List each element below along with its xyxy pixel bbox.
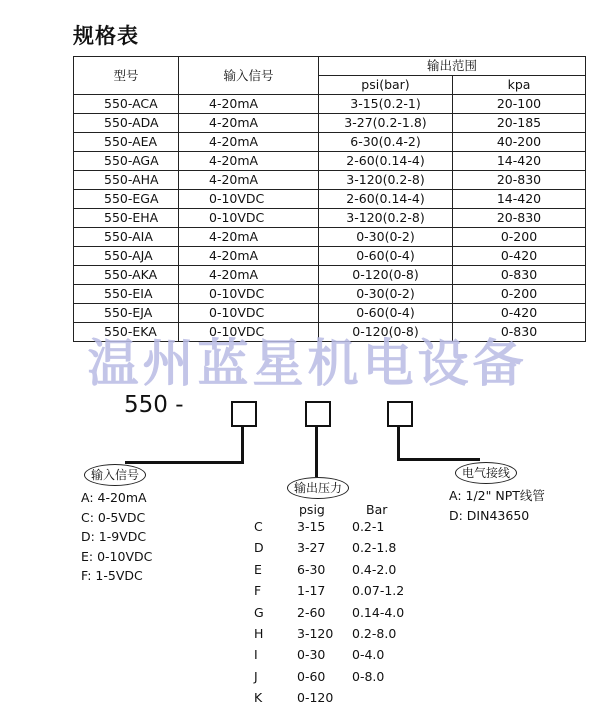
header-kpa: kpa [453, 76, 586, 95]
cell-input: 4-20mA [179, 247, 319, 266]
pressure-psig-column [297, 516, 333, 709]
cell-kpa: 0-830 [453, 323, 586, 342]
connector-electrical-vertical [397, 427, 400, 461]
cell-input: 4-20mA [179, 152, 319, 171]
pressure-bar-value: 0-8.0 [352, 668, 385, 684]
cell-psi: 2-60(0.14-4) [319, 152, 453, 171]
bar-header: Bar [366, 502, 388, 517]
cell-kpa: 20-830 [453, 171, 586, 190]
model-code-prefix: 550 - [124, 392, 184, 418]
cell-psi: 3-120(0.2-8) [319, 209, 453, 228]
pressure-letter: I [254, 647, 258, 663]
cell-input: 4-20mA [179, 133, 319, 152]
cell-model: 550-ADA [74, 114, 179, 133]
cell-psi: 3-120(0.2-8) [319, 171, 453, 190]
pressure-bar-value: 0.2-8.0 [352, 626, 397, 642]
pressure-psig-value: 3-120 [297, 626, 334, 642]
cell-input: 4-20mA [179, 95, 319, 114]
connector-input-horizontal [125, 461, 244, 464]
cell-psi: 0-60(0-4) [319, 304, 453, 323]
cell-psi: 0-120(0-8) [319, 266, 453, 285]
pressure-psig-value: 3-27 [297, 540, 326, 556]
table-row [74, 133, 586, 152]
cell-model: 550-EGA [74, 190, 179, 209]
header-input: 输入信号 [179, 57, 319, 95]
cell-kpa: 20-100 [453, 95, 586, 114]
table-row [74, 304, 586, 323]
pressure-letter: K [254, 690, 263, 706]
table-row [74, 247, 586, 266]
cell-model: 550-EKA [74, 323, 179, 342]
table-row [74, 152, 586, 171]
cell-psi: 3-15(0.2-1) [319, 95, 453, 114]
pressure-letter: E [254, 561, 262, 577]
cell-input: 4-20mA [179, 228, 319, 247]
page-title: 规格表 [73, 24, 139, 48]
table-row [74, 228, 586, 247]
pressure-psig-value: 3-15 [297, 519, 326, 534]
spec-table [73, 56, 586, 342]
input-signal-list [81, 488, 152, 586]
pressure-bar-value: 0.2-1 [352, 519, 385, 534]
pressure-bar-value: 0-4.0 [352, 647, 385, 663]
cell-model: 550-AIA [74, 228, 179, 247]
pressure-bar-value: 0.14-4.0 [352, 604, 405, 620]
table-row [74, 95, 586, 114]
pressure-letter: F [254, 583, 262, 599]
pressure-psig-value: 0-120 [297, 690, 334, 706]
pressure-psig-value: 0-30 [297, 647, 326, 663]
cell-psi: 0-30(0-2) [319, 228, 453, 247]
cell-input: 0-10VDC [179, 190, 319, 209]
cell-kpa: 14-420 [453, 152, 586, 171]
cell-model: 550-AGA [74, 152, 179, 171]
input-signal-item: F: 1-5VDC [81, 568, 143, 583]
table-row [74, 190, 586, 209]
connector-input-vertical [241, 427, 244, 464]
input-signal-item: E: 0-10VDC [81, 548, 153, 564]
connector-pressure-vertical [315, 427, 318, 477]
cell-input: 0-10VDC [179, 209, 319, 228]
cell-model: 550-AKA [74, 266, 179, 285]
table-row [74, 266, 586, 285]
pressure-bar-value: 0.2-1.8 [352, 540, 397, 556]
pressure-psig-value: 0-60 [297, 668, 326, 684]
cell-kpa: 0-420 [453, 247, 586, 266]
input-signal-label: 输入信号 [84, 464, 146, 486]
cell-model: 550-AHA [74, 171, 179, 190]
electrical-label: 电气接线 [455, 462, 517, 484]
cell-kpa: 14-420 [453, 190, 586, 209]
pressure-psig-value: 2-60 [297, 604, 326, 620]
cell-psi: 0-120(0-8) [319, 323, 453, 342]
code-box-input [231, 401, 257, 427]
connector-electrical-horizontal [397, 458, 480, 461]
cell-input: 0-10VDC [179, 304, 319, 323]
cell-psi: 3-27(0.2-1.8) [319, 114, 453, 133]
output-pressure-label: 输出压力 [287, 477, 349, 499]
code-box-pressure [305, 401, 331, 427]
table-row [74, 285, 586, 304]
pressure-bar-column [352, 516, 404, 709]
pressure-letter: J [254, 668, 258, 684]
input-signal-item: C: 0-5VDC [81, 509, 146, 525]
pressure-bar-value: 0.4-2.0 [352, 561, 397, 577]
header-psi: psi(bar) [319, 76, 453, 95]
cell-model: 550-AJA [74, 247, 179, 266]
cell-model: 550-EJA [74, 304, 179, 323]
cell-psi: 6-30(0.4-2) [319, 133, 453, 152]
pressure-letter: H [254, 626, 264, 642]
table-row [74, 114, 586, 133]
pressure-psig-value: 6-30 [297, 561, 326, 577]
pressure-letter: C [254, 519, 263, 534]
input-signal-item: D: 1-9VDC [81, 529, 147, 544]
pressure-letters [254, 516, 264, 709]
input-signal-item: A: 4-20mA [81, 490, 147, 505]
header-model: 型号 [74, 57, 179, 95]
code-box-electrical [387, 401, 413, 427]
cell-input: 4-20mA [179, 266, 319, 285]
cell-input: 4-20mA [179, 171, 319, 190]
cell-model: 550-EHA [74, 209, 179, 228]
table-row [74, 171, 586, 190]
watermark-text: 温州蓝星机电设备 [87, 335, 528, 394]
cell-kpa: 20-185 [453, 114, 586, 133]
cell-model: 550-AEA [74, 133, 179, 152]
cell-kpa: 0-830 [453, 266, 586, 285]
cell-kpa: 20-830 [453, 209, 586, 228]
cell-model: 550-ACA [74, 95, 179, 114]
cell-model: 550-EIA [74, 285, 179, 304]
cell-input: 0-10VDC [179, 285, 319, 304]
electrical-item: A: 1/2" NPT线管 [449, 488, 545, 503]
cell-input: 4-20mA [179, 114, 319, 133]
header-output: 输出范围 [319, 57, 586, 76]
pressure-bar-value [352, 687, 404, 708]
cell-input: 0-10VDC [179, 323, 319, 342]
cell-kpa: 0-420 [453, 304, 586, 323]
pressure-psig-value: 1-17 [297, 583, 326, 599]
cell-psi: 2-60(0.14-4) [319, 190, 453, 209]
cell-psi: 0-30(0-2) [319, 285, 453, 304]
electrical-item: D: DIN43650 [449, 507, 530, 523]
psig-header: psig [299, 502, 325, 517]
electrical-list [449, 486, 545, 525]
table-row [74, 209, 586, 228]
cell-kpa: 40-200 [453, 133, 586, 152]
pressure-bar-value: 0.07-1.2 [352, 583, 405, 599]
cell-kpa: 0-200 [453, 228, 586, 247]
cell-kpa: 0-200 [453, 285, 586, 304]
cell-psi: 0-60(0-4) [319, 247, 453, 266]
pressure-letter: G [254, 604, 264, 620]
pressure-letter: D [254, 540, 264, 556]
